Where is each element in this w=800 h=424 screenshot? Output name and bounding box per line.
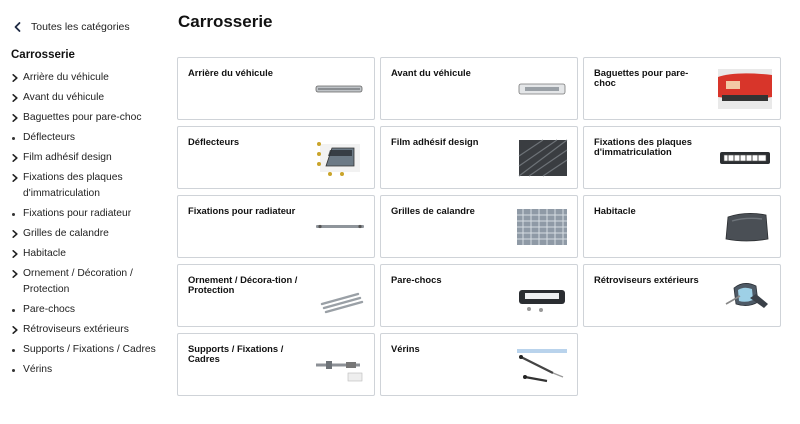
mesh-grille-icon	[513, 205, 571, 249]
sidebar-item-label: Fixations des plaques d'immatriculation	[23, 172, 123, 199]
sidebar-item[interactable]	[11, 342, 171, 358]
sidebar-item[interactable]	[11, 302, 171, 318]
front-grille-trim-icon	[513, 67, 571, 111]
subcategory-list	[11, 70, 171, 382]
sidebar-item-label: Film adhésif design	[23, 152, 112, 163]
category-card[interactable]	[583, 57, 781, 120]
category-card[interactable]	[380, 57, 578, 120]
chevron-right-icon	[11, 246, 23, 262]
category-card-label: Déflecteurs	[188, 136, 240, 147]
category-card-label: Arrière du véhicule	[188, 67, 273, 78]
sidebar-item[interactable]	[11, 226, 171, 242]
sidebar-item-label: Supports / Fixations / Cadres	[23, 344, 156, 355]
sidebar-item[interactable]	[11, 246, 171, 262]
bullet-icon	[11, 302, 23, 318]
gas-strut-icon	[513, 343, 571, 387]
category-card-label: Fixations des plaques d'immatriculation	[594, 136, 692, 157]
category-card-label: Avant du véhicule	[391, 67, 471, 78]
bullet-icon	[11, 342, 23, 358]
category-card[interactable]	[177, 195, 375, 258]
chevron-left-icon	[11, 20, 25, 34]
category-card-label: Pare-chocs	[391, 274, 442, 285]
category-card-label: Film adhésif design	[391, 136, 479, 147]
side-mirror-icon	[716, 274, 774, 318]
category-card-label: Vérins	[391, 343, 420, 354]
category-card[interactable]	[177, 126, 375, 189]
bullet-icon	[11, 206, 23, 222]
bullet-icon	[11, 130, 23, 146]
support-bracket-icon	[310, 343, 368, 387]
sidebar-item-label: Fixations pour radiateur	[23, 208, 132, 219]
sidebar-item[interactable]	[11, 70, 171, 86]
category-card-label: Baguettes pour pare-choc	[594, 67, 689, 88]
red-car-bumper-icon	[716, 67, 774, 111]
sidebar-item-label: Baguettes pour pare-choc	[23, 112, 142, 123]
category-card[interactable]	[177, 333, 375, 396]
rear-trim-strip-icon	[310, 67, 368, 111]
sidebar-item-label: Pare-chocs	[23, 304, 76, 315]
sidebar-item[interactable]	[11, 110, 171, 126]
sidebar-item[interactable]	[11, 266, 171, 298]
category-card-label: Habitacle	[594, 205, 636, 216]
category-card[interactable]	[583, 264, 781, 327]
category-card-grid	[177, 57, 782, 396]
bullet-icon	[11, 362, 23, 378]
category-card[interactable]	[380, 195, 578, 258]
category-card-label: Fixations pour radiateur	[188, 205, 296, 216]
category-card[interactable]	[380, 126, 578, 189]
sidebar-item[interactable]	[11, 90, 171, 106]
carbon-film-icon	[513, 136, 571, 180]
sidebar-title: Carrosserie	[11, 49, 75, 61]
chevron-right-icon	[11, 90, 23, 106]
chevron-right-icon	[11, 226, 23, 242]
sidebar-item[interactable]	[11, 362, 171, 378]
plate-holder-icon	[716, 136, 774, 180]
chevron-right-icon	[11, 266, 23, 282]
sidebar-item[interactable]	[11, 322, 171, 338]
chevron-right-icon	[11, 150, 23, 166]
chevron-right-icon	[11, 322, 23, 338]
category-card[interactable]	[380, 333, 578, 396]
back-link-label: Toutes les catégories	[31, 21, 130, 33]
sidebar-item[interactable]	[11, 170, 171, 202]
category-card[interactable]	[583, 126, 781, 189]
sidebar-item-label: Grilles de calandre	[23, 228, 109, 239]
sidebar-item[interactable]	[11, 206, 171, 222]
page-title: Carrosserie	[178, 12, 273, 31]
chevron-right-icon	[11, 110, 23, 126]
chevron-right-icon	[11, 70, 23, 86]
wind-deflector-icon	[310, 136, 368, 180]
interior-panel-icon	[716, 205, 774, 249]
category-card[interactable]	[177, 264, 375, 327]
category-card[interactable]	[583, 195, 781, 258]
chevron-right-icon	[11, 170, 23, 186]
sidebar-item-label: Ornement / Décoration / Protection	[23, 268, 133, 295]
bumper-icon	[513, 274, 571, 318]
sidebar-item-label: Habitacle	[23, 248, 66, 259]
sidebar-item-label: Vérins	[23, 364, 53, 375]
sidebar-item-label: Avant du véhicule	[23, 92, 105, 103]
category-card-label: Rétroviseurs extérieurs	[594, 274, 699, 285]
back-to-all-categories-link[interactable]	[11, 20, 130, 34]
sidebar-item-label: Rétroviseurs extérieurs	[23, 324, 129, 335]
sidebar-item-label: Déflecteurs	[23, 132, 76, 143]
radiator-bracket-icon	[310, 205, 368, 249]
category-card[interactable]	[177, 57, 375, 120]
category-card-label: Supports / Fixations / Cadres	[188, 343, 284, 364]
sidebar-item[interactable]	[11, 150, 171, 166]
category-card[interactable]	[380, 264, 578, 327]
category-card-label: Grilles de calandre	[391, 205, 475, 216]
sidebar-item-label: Arrière du véhicule	[23, 72, 109, 83]
category-card-label: Ornement / Décora-tion / Protection	[188, 274, 298, 295]
trim-strips-icon	[310, 274, 368, 318]
sidebar-item[interactable]	[11, 130, 171, 146]
